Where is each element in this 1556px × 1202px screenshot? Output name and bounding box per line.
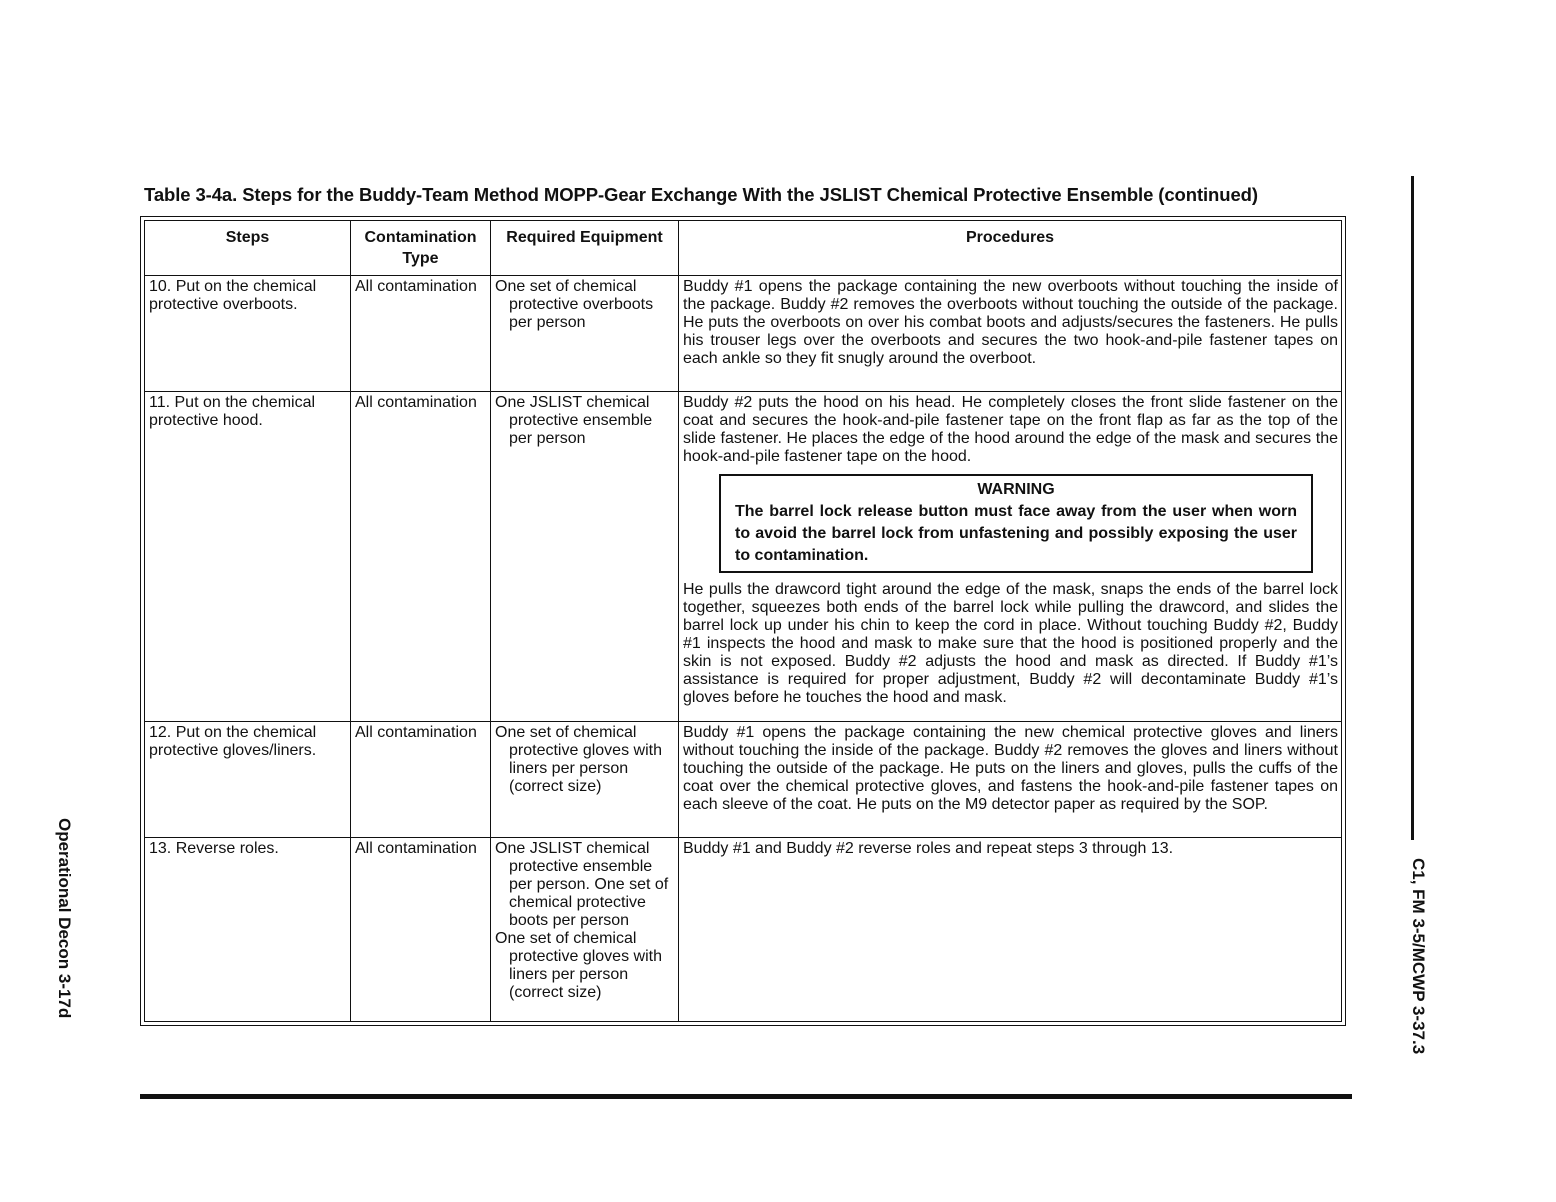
step-cell: 13. Reverse roles. <box>145 838 351 1022</box>
table-row <box>145 838 1342 1022</box>
warning-text: The barrel lock release button must face away from the user when worn to avoid the barrel lock from unfastening and possibly exposing the user to contamination. <box>735 503 1297 564</box>
equipment-cell <box>491 392 679 722</box>
procedure-cell: Buddy #1 and Buddy #2 reverse roles and repeat steps 3 through 13. <box>679 838 1342 1022</box>
procedure-text: Buddy #2 puts the hood on his head. He completely closes the front slide fastener on the coat and secures the hook-and-pile fastener tape on the front flap as far as the top of the slide fastener. He places the edge of the hood around the edge of the mask and secures the hook-and-pile fastener tape on the hood. <box>683 394 1338 465</box>
table-row <box>145 722 1342 838</box>
step-cell: 11. Put on the chemical protective hood. <box>145 392 351 722</box>
procedure-text-after: He pulls the drawcord tight around the edge of the mask, snaps the ends of the barrel lock together, squeezes both ends of the barrel lock while pulling the drawcord, and slides the barrel lock up under his chin to keep the cord in place. Without touching Buddy #2, Buddy #1 inspects the hood and mask to make sure that the hood is positioned properly and the skin is not exposed. Buddy #2 adjusts the hood and mask as directed. If Buddy #1’s assistance is required for proper adjustment, Buddy #2 will decontaminate Buddy #1’s gloves before he touches the hood and mask. <box>683 581 1338 706</box>
header-steps: Steps <box>145 221 351 276</box>
page-footer-label <box>52 818 76 1038</box>
publication-id-text: C1, FM 3-5/MCWP 3-37.3 <box>1409 858 1428 1055</box>
procedure-cell: Buddy #1 opens the package containing the new overboots without touching the inside of the package. Buddy #2 removes the overboots without touching the outside of the package. He puts the overboots on over his combat boots and adjusts/secures the fasteners. He pulls his trouser legs over the overboots and secures the two hook-and-pile fastener tapes on each ankle so they fit snugly around the overboot. <box>679 276 1342 392</box>
publication-label <box>1406 858 1430 1068</box>
contamination-cell: All contamination <box>351 838 491 1022</box>
equipment-item: One JSLIST chemical protective ensemble per person <box>495 394 653 447</box>
header-contamination-line1: Contamination <box>364 229 477 246</box>
warning-title: WARNING <box>977 481 1055 498</box>
equipment-cell <box>491 276 679 392</box>
equipment-item: One set of chemical protective gloves with liners per person (correct size) <box>495 930 662 1001</box>
contamination-cell: All contamination <box>351 392 491 722</box>
contamination-cell: All contamination <box>351 276 491 392</box>
step-cell: 12. Put on the chemical protective gloves/liners. <box>145 722 351 838</box>
contamination-cell: All contamination <box>351 722 491 838</box>
bottom-rule <box>140 1094 1352 1099</box>
equipment-item: One JSLIST chemical protective ensemble per person. One set of chemical protective boots per person <box>495 840 669 929</box>
equipment-cell <box>491 838 679 1022</box>
table-title: Table 3-4a. Steps for the Buddy-Team Method MOPP-Gear Exchange With the JSLIST Chemical Protective Ensemble (continued) <box>144 184 1258 205</box>
warning-box <box>719 474 1313 573</box>
equipment-item: One set of chemical protective overboots per person <box>495 278 654 331</box>
step-cell: 10. Put on the chemical protective overboots. <box>145 276 351 392</box>
procedure-cell <box>679 392 1342 722</box>
table-row <box>145 276 1342 392</box>
header-contamination <box>351 221 491 276</box>
procedures-table <box>144 220 1342 1022</box>
vertical-rule <box>1411 176 1414 840</box>
header-contamination-line2: Type <box>402 250 439 267</box>
equipment-cell <box>491 722 679 838</box>
header-equipment: Required Equipment <box>491 221 679 276</box>
header-row <box>145 221 1342 276</box>
procedure-cell: Buddy #1 opens the package containing the new chemical protective gloves and liners without touching the inside of the package. Buddy #2 removes the gloves and liners without touching the outside of the package. He puts on the liners and gloves, pulls the cuffs of the coat over the chemical protective gloves, and fastens the hook-and-pile fastener tapes on each sleeve of the coat. He puts on the M9 detector paper as required by the SOP. <box>679 722 1342 838</box>
header-procedures: Procedures <box>679 221 1342 276</box>
equipment-item: One set of chemical protective gloves with liners per person (correct size) <box>495 724 662 795</box>
table-frame <box>140 216 1346 1026</box>
page-number-text: Operational Decon 3-17d <box>55 818 74 1019</box>
table-row <box>145 392 1342 722</box>
